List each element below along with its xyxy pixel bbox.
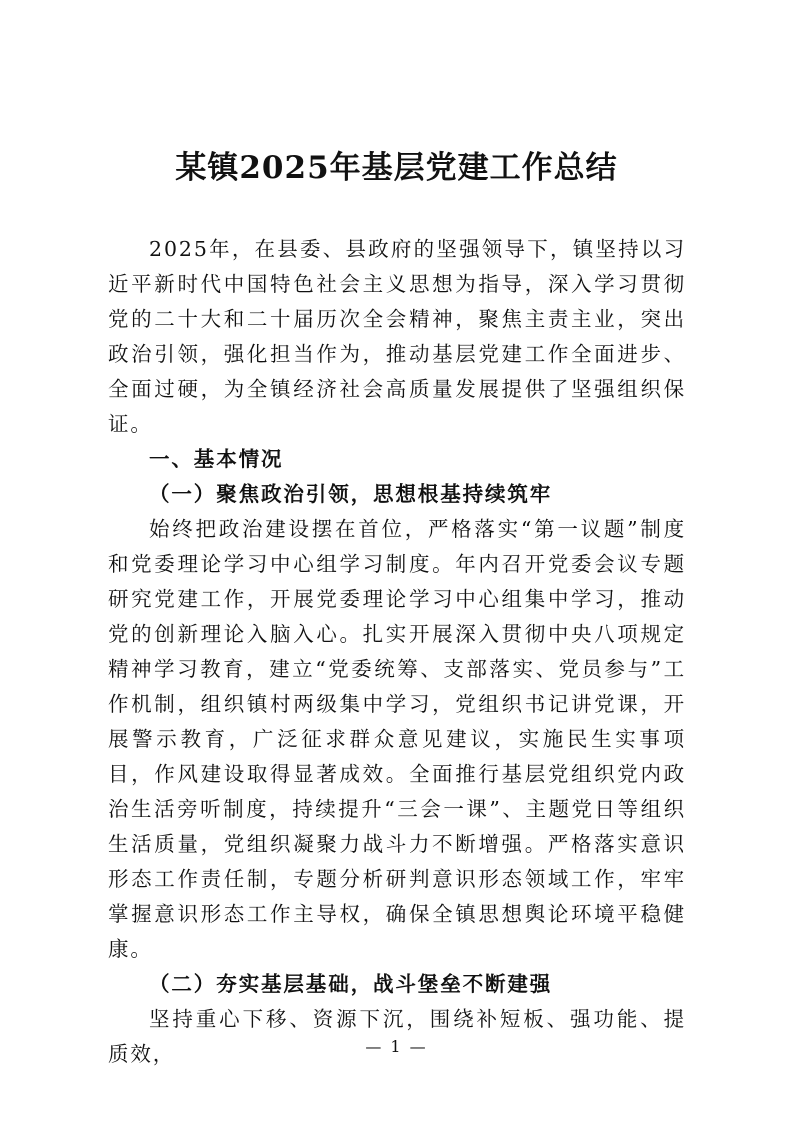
subsection-heading-political-guidance: （一）聚焦政治引领，思想根基持续筑牢 — [149, 482, 553, 506]
section-heading-basic-situation: 一、基本情况 — [149, 447, 284, 471]
page-number: — 1 — — [365, 1037, 428, 1056]
intro-paragraph: 2025年，在县委、县政府的坚强领导下，镇坚持以习近平新时代中国特色社会主义思想为指导，深入学习贯彻党的二十大和二十届历次全会精神，聚焦主责主业，突出政治引领，强化担当作为，推动基层党建工作全面进步、全面过硬，为全镇经济社会高质量发展提供了坚强组织保证。 — [108, 237, 686, 436]
subsection-paragraph-grassroots-foundation: 坚持重心下移、资源下沉，围绕补短板、强功能、提质效， — [108, 1007, 686, 1066]
subsection-paragraph-political-guidance: 始终把政治建设摆在首位，严格落实“第一议题”制度和党委理论学习中心组学习制度。年内召开党委会议专题研究党建工作，开展党委理论学习中心组集中学习，推动党的创新理论入脑入心。扎实开展深入贯彻中央八项规定精神学习教育，建立“党委统筹、支部落实、党员参与”工作机制，组织镇村两级集中学习，党组织书记讲党课，开展警示教育，广泛征求群众意见建议，实施民生实事项目，作风建设取得显著成效。全面推行基层党组织党内政治生活旁听制度，持续提升“三会一课”、主题党日等组织生活质量，党组织凝聚力战斗力不断增强。严格落实意识形态工作责任制，专题分析研判意识形态领域工作，牢牢掌握意识形态工作主导权，确保全镇思想舆论环境平稳健康。 — [108, 517, 686, 961]
document-body — [108, 232, 686, 1072]
document-title: 某镇2025年基层党建工作总结 — [175, 150, 618, 186]
subsection-heading-grassroots-foundation: （二）夯实基层基础，战斗堡垒不断建强 — [149, 972, 553, 996]
